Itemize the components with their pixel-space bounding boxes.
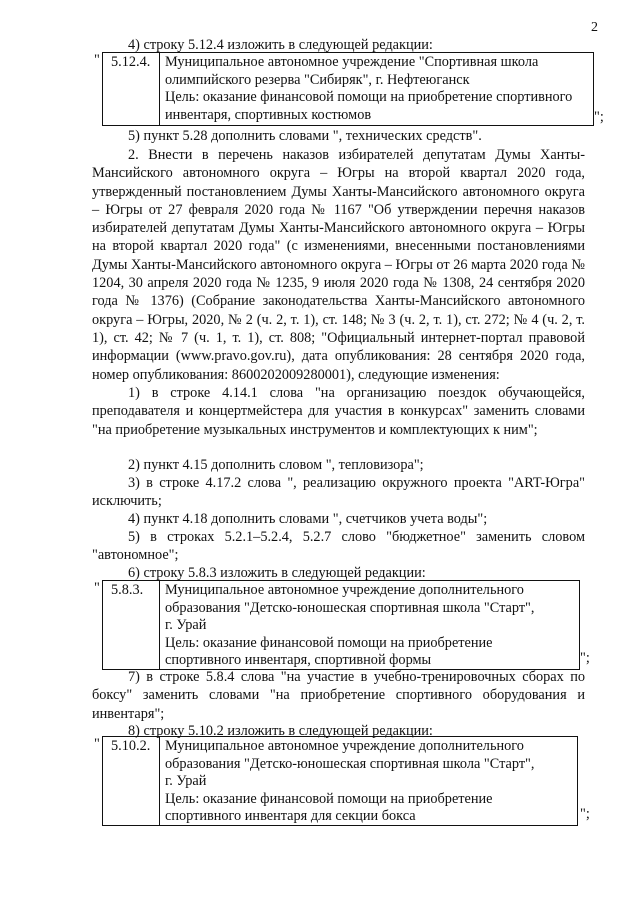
row-line: инвентаря, спортивных костюмов <box>165 106 372 123</box>
row-line: Цель: оказание финансовой помощи на приобретение спортивного <box>165 89 573 105</box>
row-content <box>160 737 534 825</box>
row-content <box>160 53 572 125</box>
table-row-5-10-2 <box>102 736 578 826</box>
row-number: 5.8.3. <box>103 581 160 669</box>
paragraph-sub-3: 3) в строке 4.17.2 слова ", реализацию окружного проекта "АRT-Югра" исключить; <box>92 475 585 510</box>
close-quote: "; <box>594 109 604 125</box>
paragraph-sub-6: 6) строку 5.8.3 изложить в следующей редакции: <box>128 565 426 581</box>
paragraph-sub-8: 8) строку 5.10.2 изложить в следующей редакции: <box>128 723 433 739</box>
paragraph-section-2: 2. Внести в перечень наказов избирателей депутатам Думы Ханты-Мансийского автономного округа – Югры на второй квартал 2020 года, утвержденный постановлением Думы Ханты-Мансийского автономного округа – Югры от 27 февраля 2020 года № 1167 "Об утверждении перечня наказов избирателей депутатам Думы Ханты-Мансийского автономного округа – Югры на второй квартал 2020 года" (с изменениями, внесенными постановлениями Думы Ханты-Мансийского автономного округа – Югры от 26 марта 2020 года № 1204, 30 апреля 2020 года № 1235, 9 июля 2020 года № 1308, 24 сентября 2020 года № 1376) (Собрание законодательства Ханты-Мансийского автономного округа – Югры, 2020, № 2 (ч. 2, т. 1), ст. 148; № 3 (ч. 2, т. 1), ст. 272; № 4 (ч. 2, т. 1), ст. 42; № 7 (ч. 1, т. 1), ст. 808; "Официальный интернет-портал правовой информации (www.pravo.gov.ru), дата опубликования: 28 сентября 2020 года, номер опубликования: 8600202009280001), следующие изменения: <box>92 147 585 383</box>
row-line: Муниципальное автономное учреждение дополнительного <box>165 582 524 598</box>
paragraph-sub-5: 5) в строках 5.2.1–5.2.4, 5.2.7 слово "бюджетное" заменить словом "автономное"; <box>92 529 585 564</box>
row-line: г. Урай <box>165 617 207 633</box>
open-quote: " <box>94 580 100 596</box>
row-number: 5.12.4. <box>103 53 160 125</box>
row-number: 5.10.2. <box>103 737 160 825</box>
row-content <box>160 581 534 669</box>
paragraph-item-5: 5) пункт 5.28 дополнить словами ", технических средств". <box>128 128 482 144</box>
paragraph-sub-1: 1) в строке 4.14.1 слова "на организацию поездок обучающейся, преподавателя и концертмейстера для участия в конкурсах" заменить словами "на приобретение музыкальных инструментов и комплектующих к ним"; <box>92 385 585 438</box>
row-line: образования "Детско-юношеская спортивная школа "Старт", <box>165 755 535 772</box>
table-row-5-8-3 <box>102 580 580 670</box>
row-line: Муниципальное автономное учреждение "Спортивная школа <box>165 54 539 70</box>
close-quote: "; <box>580 806 590 822</box>
paragraph-sub-2: 2) пункт 4.15 дополнить словом ", тепловизора"; <box>128 457 424 473</box>
row-line: олимпийского резерва "Сибиряк", г. Нефтеюганск <box>165 71 470 88</box>
row-line: спортивного инвентаря для секции бокса <box>165 808 416 824</box>
open-quote: " <box>94 736 100 752</box>
paragraph-sub-4: 4) пункт 4.18 дополнить словами ", счетчиков учета воды"; <box>128 511 488 527</box>
row-line: спортивного инвентаря, спортивной формы <box>165 652 432 668</box>
paragraph-sub-7: 7) в строке 5.8.4 слова "на участие в учебно-тренировочных сборах по боксу" заменить словами "на приобретение спортивного оборудования и инвентаря"; <box>92 669 585 722</box>
paragraph-item-4: 4) строку 5.12.4 изложить в следующей редакции: <box>128 37 433 53</box>
open-quote: " <box>94 52 100 68</box>
row-line: Цель: оказание финансовой помощи на приобретение <box>165 634 493 651</box>
row-line: Цель: оказание финансовой помощи на приобретение <box>165 790 493 807</box>
row-line: г. Урай <box>165 773 207 789</box>
close-quote: "; <box>580 650 590 666</box>
row-line: Муниципальное автономное учреждение дополнительного <box>165 738 524 754</box>
page-number: 2 <box>591 20 598 35</box>
table-row-5-12-4 <box>102 52 594 126</box>
row-line: образования "Детско-юношеская спортивная школа "Старт", <box>165 599 535 616</box>
